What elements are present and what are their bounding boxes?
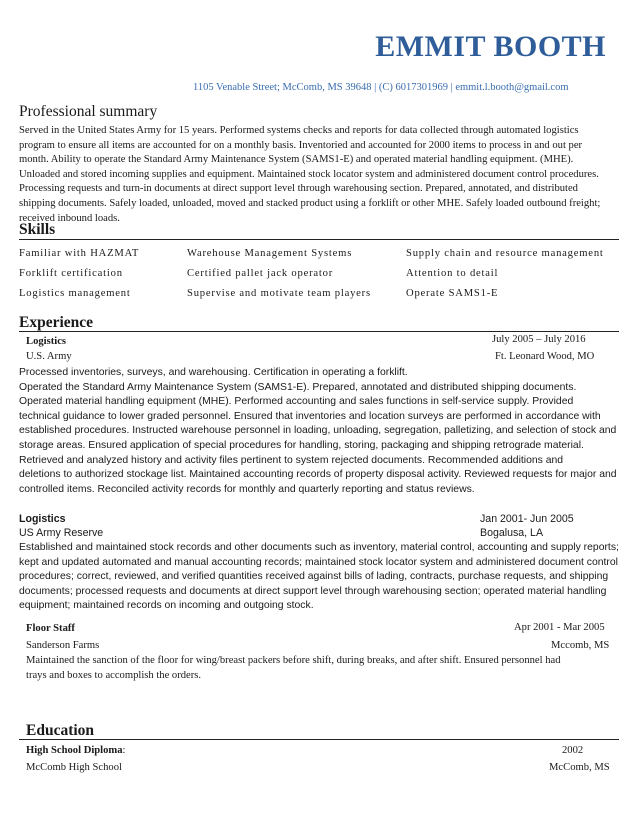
skill-item: Operate SAMS1-E (406, 287, 499, 299)
job-line: procedures; correct, reviewed, and verified quantities received against bills of lading, contracts, purchase requests, and shipping (19, 571, 609, 583)
skill-item: Warehouse Management Systems (187, 247, 353, 259)
skills-row (19, 283, 619, 303)
job-line: Retrieved and analyzed history and activity files pertinent to system rejected documents. Recommended additions and (19, 454, 564, 466)
job-employer: U.S. Army (26, 351, 72, 362)
job-line: technical guidance to lower graded personnel. Ensured that inventories and location surveys are performed in accordance with (19, 410, 601, 422)
job-line: deletions to authorized stockage list. Maintained accounting records of property disposal activity. Reviewed requests for major and (19, 469, 617, 481)
skill-item: Familiar with HAZMAT (19, 247, 140, 259)
job-description (19, 541, 637, 614)
summary-line: received inbound loads. (19, 212, 120, 224)
education-location: McComb, MS (549, 762, 610, 773)
summary-body (19, 124, 631, 226)
education-divider (19, 739, 619, 740)
job-line: Operated material handling equipment (MHE). Performed accounting and sales functions in self-service supply. Provided (19, 396, 574, 408)
education-school: McComb High School (26, 762, 122, 773)
contact-info[interactable]: 1105 Venable Street; McComb, MS 39648 | (C) 6017301969 | emmit.l.booth@gmail.com (193, 82, 569, 93)
skill-item: Supervise and motivate team players (187, 287, 371, 299)
summary-heading: Professional summary (19, 103, 158, 120)
job-line: equipment; maintained records on incoming and outgoing stock. (19, 600, 314, 612)
job-location: Bogalusa, LA (480, 527, 544, 539)
job-dates: Jan 2001- Jun 2005 (480, 513, 574, 525)
skills-row (19, 243, 619, 263)
job-employer: Sanderson Farms (26, 640, 100, 651)
skills-heading: Skills (19, 221, 56, 238)
job-location: Mccomb, MS (551, 640, 610, 651)
education-heading: Education (26, 722, 95, 739)
job-line: documents; processed requests and documents at direct support level through warehousing section; operated material handling (19, 585, 607, 597)
job-dates: Apr 2001 - Mar 2005 (514, 622, 605, 633)
summary-line: Served in the United States Army for 15 years. Performed systems checks and reports for data collected through automated logistics (19, 125, 579, 136)
experience-divider (19, 331, 619, 332)
job-description (19, 366, 637, 497)
education-degree (26, 745, 126, 756)
job-line: storage areas. Ensured application of special procedures for handling, storing, packaging and shipping retrograde material. (19, 439, 584, 451)
job-title: Logistics (19, 513, 66, 525)
job-title: Floor Staff (26, 623, 75, 634)
job-line: kept and updated automated and manual accounting records; maintained stock locator system and administered document control (19, 556, 618, 568)
job-line: Processed inventories, surveys, and warehousing. Certification in operating a forklift. (19, 367, 408, 378)
skill-item: Supply chain and resource management (406, 247, 604, 259)
skills-row (19, 263, 619, 283)
job-line: established procedures. Instructed warehouse personnel in loading, unloading, segregation, palletizing, and selection of stock and (19, 425, 617, 437)
experience-heading: Experience (19, 314, 94, 331)
job-line: Operated the Standard Army Maintenance System (SAMS1-E). Prepared, annotated and distributed shipping documents. (19, 381, 577, 393)
job-line: trays and boxes to accomplish the orders. (26, 669, 202, 681)
summary-line: program to ensure all items are accounted for on a monthly basis. Inventoried and accounted for 2000 items to process in and out per (19, 139, 583, 151)
skill-item: Logistics management (19, 287, 131, 299)
job-employer: US Army Reserve (19, 527, 104, 539)
summary-line: Unloaded and stored incoming supplies and equipment. Maintained stock locator system and administered document control procedures. (19, 168, 599, 180)
summary-line: month. Ability to operate the Standard Army Maintenance System (SAMS1-E) and operated material handling equipment. (MHE). (19, 154, 574, 166)
candidate-name: EMMIT BOOTH (375, 30, 606, 63)
skills-table (19, 243, 619, 303)
summary-line: shipping documents. Safely loaded, unloaded, moved and stacked product using a forklift or other MHE. Safely loaded outbound freight; (19, 197, 601, 209)
job-title: Logistics (26, 336, 67, 347)
job-line: controlled items. Reconciled activity records for monthly and quarterly reporting and status reviews. (19, 483, 475, 495)
education-year: 2002 (562, 745, 584, 756)
summary-line: Processing requests and turn-in documents at direct support level through warehousing section. Prepared, annotated, and distributed (19, 183, 578, 195)
job-line: Established and maintained stock records and other documents such as inventory, material control, accounting and supply reports; (19, 542, 619, 553)
skill-item: Attention to detail (406, 267, 499, 279)
degree-name: High School Diploma (26, 745, 123, 756)
job-description (26, 654, 626, 683)
job-line: Maintained the sanction of the floor for wing/breast packers before shift, during breaks, and after shift. Ensured personnel had (26, 655, 561, 666)
skill-item: Forklift certification (19, 267, 123, 279)
skills-divider (19, 239, 619, 240)
job-dates: July 2005 – July 2016 (492, 334, 586, 345)
job-location: Ft. Leonard Wood, MO (495, 351, 595, 362)
degree-suffix: : (122, 745, 126, 756)
skill-item: Certified pallet jack operator (187, 267, 334, 279)
